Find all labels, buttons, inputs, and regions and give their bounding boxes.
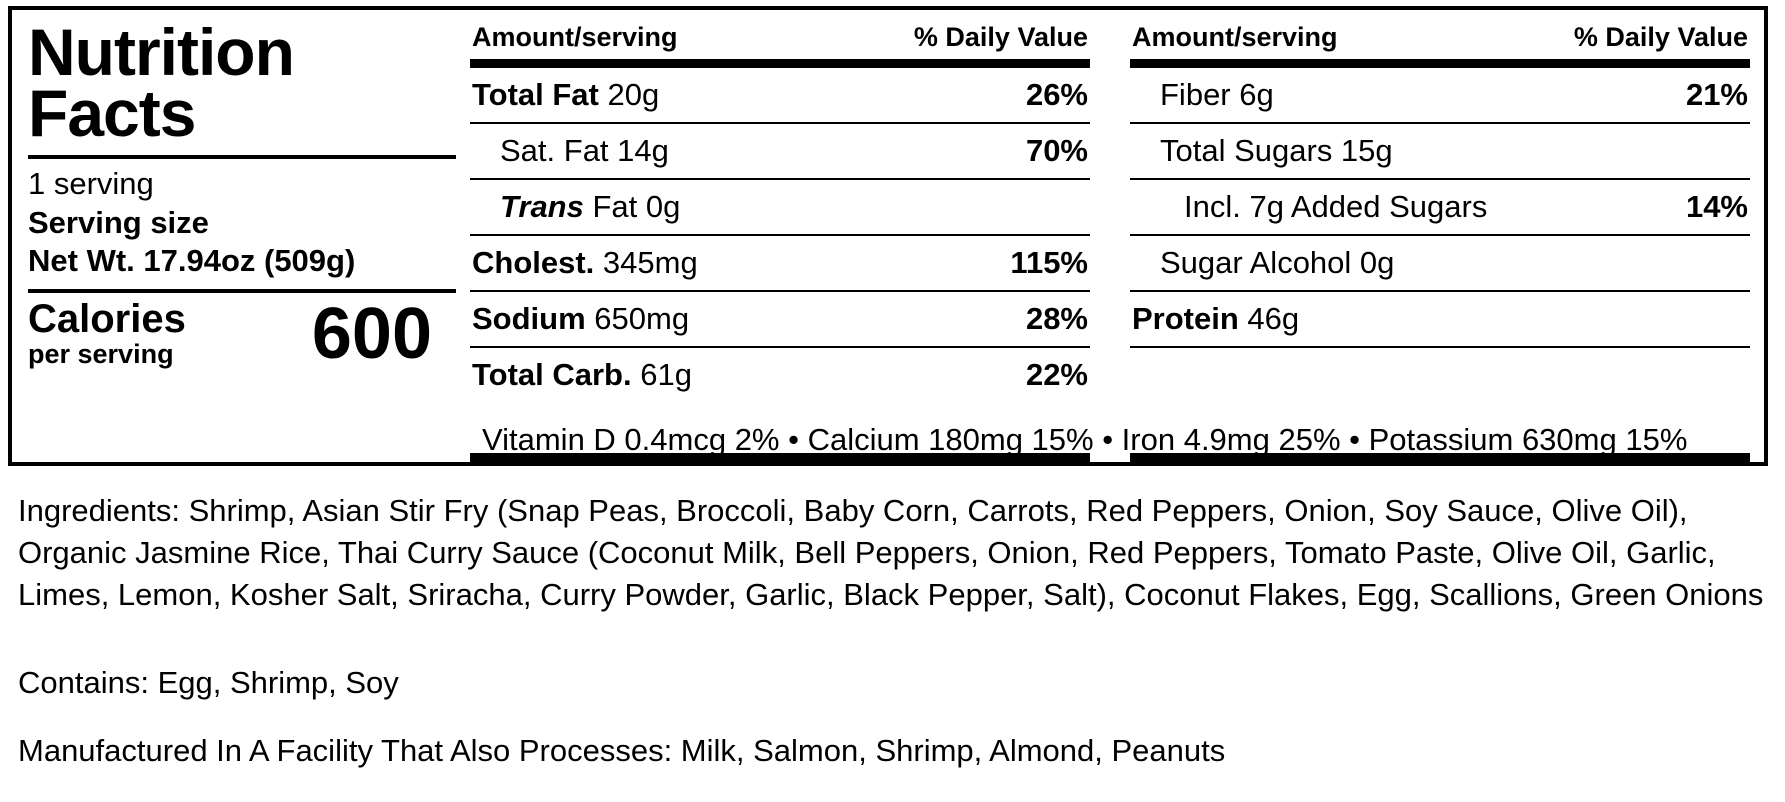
nutrient-name: [472, 245, 698, 281]
nutrient-name-italic: Trans: [500, 189, 584, 224]
nutrient-row-saturated-fat: [470, 124, 1090, 180]
nutrient-dv: 28%: [1025, 301, 1088, 336]
calories-label-main: Calories: [28, 297, 186, 341]
nutrient-name: [1132, 133, 1393, 169]
column1-header-dv: % Daily Value: [913, 22, 1088, 52]
nutrient-name: [472, 77, 659, 113]
nutrient-column-1: [470, 16, 1110, 462]
nutrient-name-rest: Incl. 7g Added Sugars: [1184, 189, 1488, 224]
nutrient-name-rest: 46g: [1238, 301, 1300, 336]
nutrient-name: [1132, 301, 1299, 337]
nutrient-columns: [470, 10, 1764, 462]
nutrient-row-added-sugars: [1130, 180, 1750, 236]
contains-allergens-text: Contains: Egg, Shrimp, Soy: [18, 665, 399, 700]
nutrient-row-sodium: [470, 292, 1090, 348]
nutrient-name: [1132, 245, 1394, 281]
nutrient-column-2: [1110, 16, 1750, 462]
nutrient-name-bold: Total Carb.: [472, 357, 632, 392]
nutrient-row-total-fat: [470, 68, 1090, 124]
nutrient-dv: 70%: [1025, 133, 1088, 168]
nutrient-name-rest: Sat. Fat 14g: [500, 133, 669, 168]
nutrient-row-protein: [1130, 292, 1750, 348]
nutrient-row-trans-fat: [470, 180, 1090, 236]
panel-title-line-2: Facts: [28, 76, 196, 151]
column2-empty-row: [1130, 348, 1750, 413]
calories-row: [28, 293, 456, 374]
nutrient-name: [472, 357, 692, 393]
nutrient-name-rest: 20g: [598, 77, 660, 112]
nutrient-name-rest: 345mg: [594, 245, 698, 280]
net-weight: Net Wt. 17.94oz (509g): [28, 243, 356, 279]
calories-label-sub: per serving: [28, 339, 174, 369]
column1-header-amount: Amount/serving: [472, 22, 678, 52]
nutrient-dv: 22%: [1025, 357, 1088, 392]
column1-header-rule: [470, 59, 1090, 68]
panel-title-line-1: Nutrition: [28, 15, 294, 89]
nutrient-dv: 26%: [1025, 77, 1088, 112]
calories-label: [28, 299, 186, 368]
nutrient-name-rest: Total Sugars 15g: [1160, 133, 1393, 168]
nutrient-name: [472, 189, 680, 225]
nutrient-row-total-sugars: [1130, 124, 1750, 180]
nutrient-name-bold: Sodium: [472, 301, 586, 336]
nutrition-summary-column: [12, 10, 470, 462]
column2-header: [1130, 16, 1750, 59]
nutrient-row-total-carbohydrate: [470, 348, 1090, 402]
nutrient-dv: 14%: [1685, 189, 1748, 224]
micronutrients-line: Vitamin D 0.4mcg 2% • Calcium 180mg 15% • Iron 4.9mg 25% • Potassium 630mg 15%: [482, 422, 1688, 457]
nutrient-name-rest: Fat 0g: [583, 189, 681, 224]
nutrient-dv: 21%: [1685, 77, 1748, 112]
nutrient-name: [472, 133, 669, 169]
facility-allergens-text: Manufactured In A Facility That Also Processes: Milk, Salmon, Shrimp, Almond, Peanuts: [18, 733, 1226, 768]
nutrient-name-rest: Fiber 6g: [1160, 77, 1274, 112]
nutrient-row-sugar-alcohol: [1130, 236, 1750, 292]
nutrient-row-cholesterol: [470, 236, 1090, 292]
serving-size-label: Serving size: [28, 204, 209, 240]
nutrient-name: [472, 301, 689, 337]
column2-header-rule: [1130, 59, 1750, 68]
ingredients-text: Ingredients: Shrimp, Asian Stir Fry (Snap Peas, Broccoli, Baby Corn, Carrots, Red Peppers, Onion, Soy Sauce, Olive Oil), Organic Jasmine Rice, Thai Curry Sauce (Coconut Milk, Bell Peppers, Onion, Red Peppers, Tomato Paste, Olive Oil, Garlic, Limes, Lemon, Kosher Salt, Sriracha, Curry Powder, Garlic, Black Pepper, Salt), Coconut Flakes, Egg, Scallions, Green Onions: [18, 493, 1764, 613]
nutrition-facts-panel: [8, 6, 1768, 466]
nutrient-name: [1132, 189, 1487, 225]
nutrient-name-rest: Sugar Alcohol 0g: [1160, 245, 1395, 280]
nutrient-name-bold: Protein: [1132, 301, 1239, 336]
column2-header-dv: % Daily Value: [1573, 22, 1748, 52]
nutrient-name-rest: 61g: [631, 357, 692, 392]
nutrient-row-fiber: [1130, 68, 1750, 124]
nutrient-name-rest: 650mg: [585, 301, 690, 336]
nutrient-dv: 115%: [1010, 245, 1088, 280]
nutrient-name: [1132, 77, 1274, 113]
column1-header: [470, 16, 1090, 59]
nutrient-name-bold: Cholest.: [472, 245, 595, 280]
calories-value: 600: [311, 293, 432, 374]
nutrient-name-bold: Total Fat: [472, 77, 599, 112]
column2-header-amount: Amount/serving: [1132, 22, 1338, 52]
panel-title: [28, 15, 456, 151]
servings-per-container: 1 serving: [28, 165, 154, 201]
